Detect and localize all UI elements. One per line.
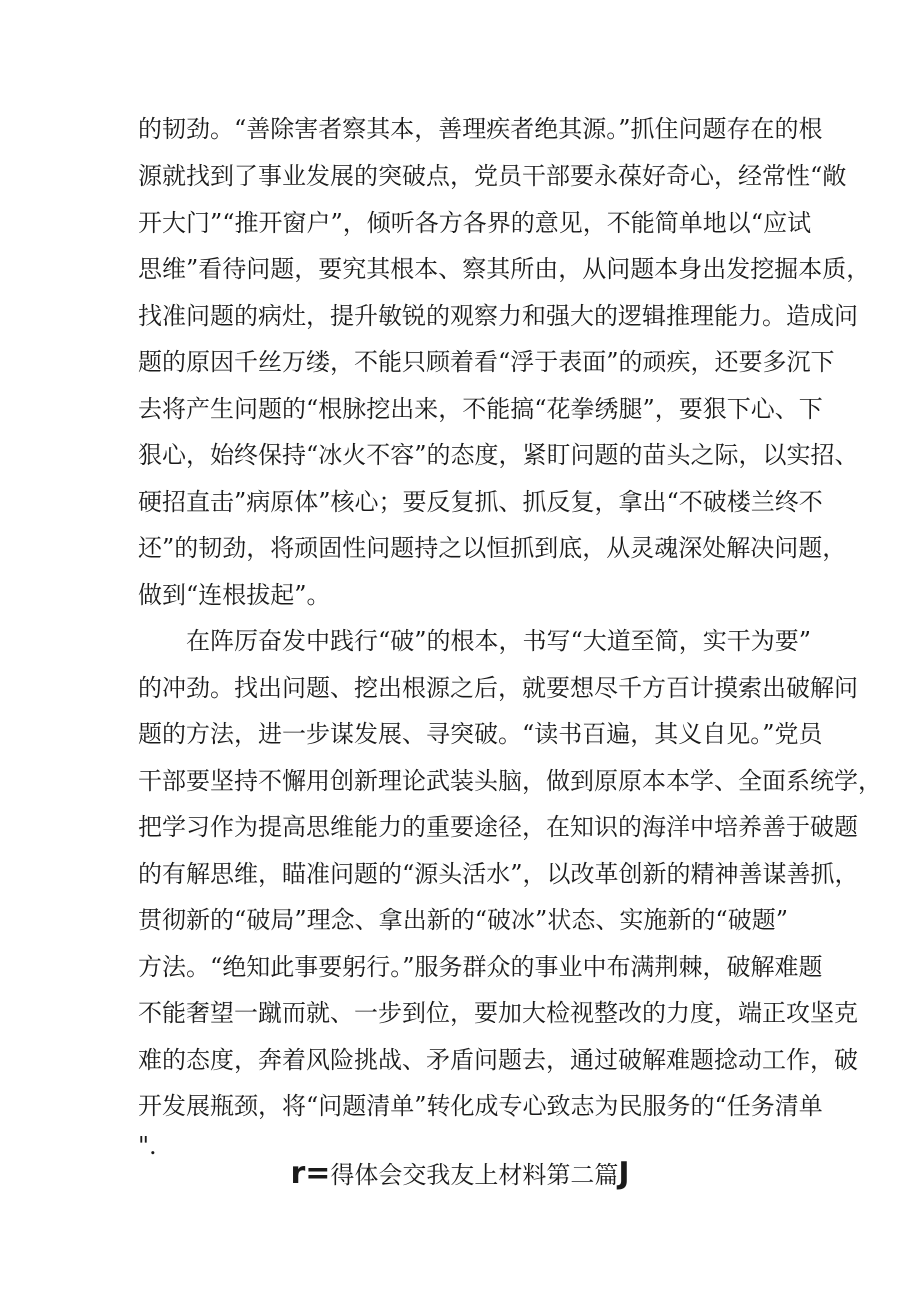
paragraph-2-line: 干部要坚持不懈用创新理论武装头脑，做到原原本本学、全面系统学， xyxy=(138,767,882,795)
paragraph-2-line: 的冲劲。找出问题、挖出根源之后，就要想尽千方百计摸索出破解问 xyxy=(138,674,858,702)
paragraph-1-line: 去将产生问题的“根脉挖出来，不能搞“花拳绣腿”，要狠下心、下 xyxy=(138,395,823,423)
section-heading xyxy=(0,1158,920,1191)
paragraph-2-line: 不能奢望一蹴而就、一步到位，要加大检视整改的力度，端正攻坚克 xyxy=(138,999,858,1027)
paragraph-2-line: 方法。“绝知此事要躬行。”服务群众的事业中布满荆棘，破解难题 xyxy=(138,953,823,981)
paragraph-2-line: 难的态度，奔着风险挑战、矛盾问题去，通过破解难题捻动工作，破 xyxy=(138,1046,858,1074)
paragraph-1-line: 做到“连根拔起”。 xyxy=(138,581,331,609)
paragraph-1-line: 开大门”“推开窗户”，倾听各方各界的意见，不能简单地以“应试 xyxy=(138,209,812,237)
paragraph-2-line: 把学习作为提高思维能力的重要途径，在知识的海洋中培养善于破题 xyxy=(138,813,858,841)
paragraph-2-line: 题的方法，进一步谋发展、寻突破。“读书百遍，其义自见。”党员 xyxy=(138,720,823,748)
heading-suffix: J xyxy=(618,1156,630,1191)
paragraph-2-line: ". xyxy=(138,1132,157,1160)
paragraph-1-line: 还”的韧劲，将顽固性问题持之以恒抓到底，从灵魂深处解决问题， xyxy=(138,534,847,562)
paragraph-2-line: 在阵厉奋发中践行“破”的根本，书写“大道至简，实干为要” xyxy=(186,627,812,655)
paragraph-2-line: 贯彻新的“破局”理念、拿出新的“破冰”状态、实施新的“破题” xyxy=(138,906,788,934)
heading-prefix: r= xyxy=(290,1156,331,1191)
paragraph-2-line: 的有解思维，瞄准问题的“源头活水”，以改革创新的精神善谋善抓， xyxy=(138,860,859,888)
paragraph-1-line: 狠心，始终保持“冰火不容”的态度，紧盯问题的苗头之际，以实招、 xyxy=(138,441,859,469)
paragraph-1-line: 硬招直击”病原体”核心；要反复抓、抓反复，拿出“不破楼兰终不 xyxy=(138,488,823,516)
paragraph-1-line: 找准问题的病灶，提升敏锐的观察力和强大的逻辑推理能力。造成问 xyxy=(138,302,858,330)
paragraph-1-line: 题的原因千丝万缕，不能只顾着看“浮于表面”的顽疾，还要多沉下 xyxy=(138,348,835,376)
heading-text: 得体会交我友上材料第二篇 xyxy=(330,1161,619,1189)
paragraph-1-line: 的韧劲。“善除害者察其本，善理疾者绝其源。”抓住问题存在的根 xyxy=(138,115,823,143)
paragraph-2-line: 开发展瓶颈，将“问题清单”转化成专心致志为民服务的“任务清单 xyxy=(138,1092,823,1120)
paragraph-1-line: 源就找到了事业发展的突破点，党员干部要永葆好奇心，经常性“敞 xyxy=(138,162,847,190)
paragraph-1-line: 思维”看待问题，要究其根本、察其所由，从问题本身出发挖掘本质， xyxy=(138,255,871,283)
